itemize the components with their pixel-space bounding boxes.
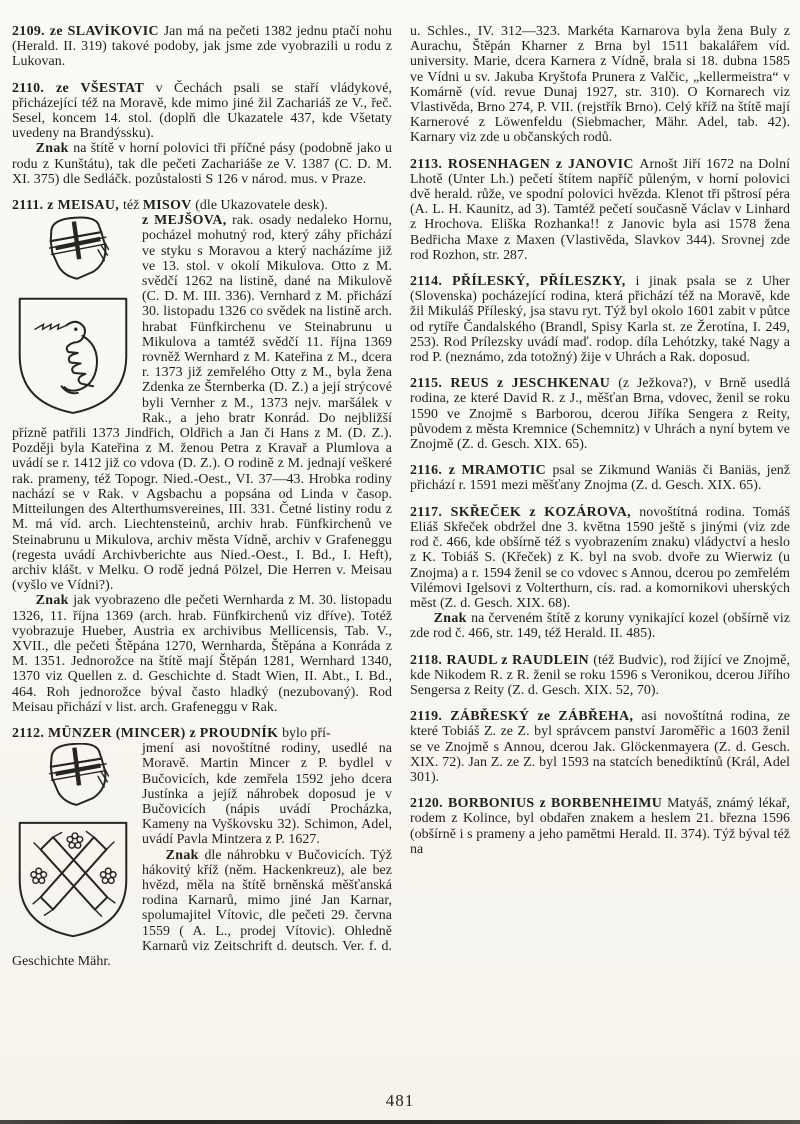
entry-heading-text: 2109. ze SLAVÍKOVIC	[12, 24, 164, 39]
paragraph	[12, 198, 392, 213]
body-text: (z Ježkova?), v Brně usedlá rodina, ze které David R. z J., měšťan Brna, vdovec, ženil se roku 1590 ve Znojmě s Barborou, dcerou Jiříka Sengera z Reity, původem z města Kremnice (Schemnitz) v Uhrách a nyní bytem ve Znojmě (Z. d. Gesch. XIX. 65).	[410, 376, 790, 453]
entry-2115	[410, 376, 790, 452]
paragraph	[410, 611, 790, 641]
entry-heading-text: 2113. ROSENHAGEN z JANOVIC	[410, 156, 640, 172]
body-text: jak vyobrazeno dle pečeti Wernharda z M. 30. listopadu 1326, 11. října 1369 (arch. hrab. Fünfkirchenů viz dříve). Totéž vyobrazuje Hueber, Austria ex archivibus Mellicensis, Tab. V., XVII., dle pečeti Štěpána 1270, Wernharda, Štěpána a Konráda z M. 1351. Jednorožce na štítě mají Štěpán 1281, Wernhard 1340, 1370 viz Quellen z. d. Geschichte d. Stadt Wien, II. Abt., I. Bd., 464. Roh jednorožce býval často hladký (nezubovaný). Rod Meisau přichází v list. arch. Grafeneggu v Rak.	[12, 593, 392, 715]
right-column	[410, 24, 790, 1066]
entry-heading-text: 2117. SKŘEČEK z KOZÁROVA,	[410, 504, 640, 520]
entry-2117	[410, 505, 790, 642]
entry-continuation	[410, 24, 790, 146]
paragraph	[12, 726, 392, 741]
entry-heading-text: Znak	[165, 847, 205, 863]
body-text: bylo pří-	[282, 725, 331, 741]
entry-2114	[410, 274, 790, 365]
paragraph	[410, 24, 790, 146]
body-text: na štítě v horní polovici tři příčné pásy (podobně jako u rodu z Kunštátu), tak dle pečeti Zachariáše ze V. 1387 (C. D. M. XI. 375) dle Sedláčk. pozůstalosti S 126 v národ. mus. v Praze.	[12, 141, 392, 187]
body-text: jmení asi novoštítné rodiny, usedlé na Moravě. Martin Mincer z P. bydlel v Bučovicích, kde zemřela 1592 jeho dcera Justínka a jejíž náhrobek doposud je v Bučovicích (nápis uvádí Procházka, Kameny na Vyškovsku 32). Schimon, Adel, uvádí Pavla Mintzera z P. 1627.	[142, 741, 392, 848]
entry-2110	[12, 81, 392, 187]
paragraph	[410, 505, 790, 611]
paragraph	[410, 157, 790, 263]
text-columns	[12, 24, 790, 1066]
paragraph	[12, 24, 392, 70]
entry-heading-text: 2114. PŘÍLESKÝ, PŘÍLESZKY,	[410, 274, 636, 290]
entry-heading-text: 2115. REUS z JESCHKENAU	[410, 376, 619, 392]
paragraph	[12, 141, 392, 187]
coat-of-arms-meisau	[14, 215, 132, 417]
body-text: psal se Zikmund Waniäs či Baniäs, jenž přichází r. 1591 mezi měšťany Znojma (Z. d. Gesch. XIX. 65).	[410, 463, 790, 494]
left-column	[12, 24, 392, 1066]
body-text: Arnošt Jiří 1672 na Dolní Lhotě (Unter Lh.) pečetí štítem napříč půleným, v horní polovici dvě herald. růže, ve spodní polovici hvězda. Klenot tři pštrosí péra (A. L. H. Kaunitz, ad 3). Tamtéž pečetí současně Václav v Linhard z Hrochova. Eliška Rozhanka!! z Janovic byla asi 1578 žena Bedřicha Maxe z Maxen (Vlastivěda, Slavkov 344). Srovnej zde rod Rozhon, str. 287.	[410, 156, 790, 263]
paragraph	[410, 653, 790, 699]
entry-2119	[410, 709, 790, 785]
entry-2118	[410, 653, 790, 699]
entry-2112	[12, 726, 392, 969]
coat-of-arms-munzer	[14, 743, 132, 939]
paragraph	[410, 376, 790, 452]
body-text: Jan má na pečeti 1382 jednu ptačí nohu (Herald. II. 319) takové podoby, jak jsme zde vyobrazili u rodu z Lukovan.	[12, 24, 392, 70]
body-text: dle náhrobku v Bučovicích. Týž hákovitý kříž (něm. Hackenkreuz), ale bez hvězd, měla na štítě brněnská měšťanská rodina Karnarů, mimo jiné Jan Karnar, spolumajitel Vítovic, dle pečeti 29. června 1559 ( A. L., prodej Vítovic). Ohledně Karnarů viz Zeitschrift d. deutsch. Ver. f. d. Geschichte Mähr.	[12, 847, 392, 969]
body-text: i jinak psala se z Uher (Slovenska) pocházející rodina, která přichází též na Moravě, kde žil Mikuláš Příleský, jsa stavu ryt. Týž byl okolo 1601 zabit v půtce od rytíře Čandalského (Brandl, Spisy Karla st. ze Žerotína, I. 249, 253). Rod Prílezsky uvádí maď. rodop. díla Lehótzky, také Nagy a rod P. (neznámo, zda totožný) žije v Uhrách a Rak. doposud.	[410, 274, 790, 366]
body-text: asi novoštítná rodina, ze které Tobiáš Z. ze Z. byl správcem panství Jaroměřic a 1603 ženil se ve Znojmě s Annou, dcerou Jak. Glöckenmayera (Z. d. Gesch. XIX. 72). Jan Z. ze Z. byl 1593 na statcích benediktínů (Král, Adel 301).	[410, 709, 790, 785]
body-text: (též Budvic), rod žijící ve Znojmě, kde Nikodem R. z R. ženil se roku 1596 s Veronikou, dcerou Jiřího Sengersa z Reity (Z. d. Gesch. XIX. 52, 70).	[410, 652, 790, 698]
paragraph	[410, 274, 790, 365]
body-text: (dle Ukazovatele desk).	[195, 198, 328, 214]
meisau-arms-svg	[14, 215, 132, 417]
entry-heading-text: 2116. z MRAMOTIC	[410, 463, 553, 479]
entry-2109	[12, 24, 392, 70]
paragraph	[410, 796, 790, 857]
entry-2120	[410, 796, 790, 857]
paragraph	[410, 463, 790, 493]
munzer-arms-svg	[14, 743, 132, 939]
entry-heading-text: 2112. MÜNZER (MINCER) z PROUDNÍK	[12, 725, 283, 741]
body-text: též	[122, 198, 143, 214]
body-text: na červeném štítě z koruny vynikající kozel (obšírně viz zde rod č. 466, str. 149, též Herald. II. 485).	[410, 611, 790, 642]
body-text: rak. osady nedaleko Hornu, pocházel mohutný rod, který záhy přichází ve styku s Moravou a který nacházíme již ve 13. stol. v okolí Mikulova. Otto z M. svědčí 1262 na listině, dané na Mikulově (C. D. M. III. 336). Vernhard z M. přichází 30. listopadu 1326 co svědek na listině arch. hrabat Fünfkirchenu ve Steinabrunu u Mikulova a tamtéž svědčí 11. října 1369 rovněž Wernhard z M. Kateřina z M., dcera r. 1373 již zemřelého Otty z M., byla žena Zdenka ze Šternberka (D. Z.) a její strýcové byli Vernher z M., 1373 nejv. maršálek v Rak., a jeho bratr Konrád. Do nejbližší přízně patřili 1373 Jindřich, Oldřich a Jan či Hans z M. (D. Z.). Později byla Kateřina z M. ženou Petra z Kravař a Plumlova a uvádí se r. 1412 již co vdova (D. Z.). O rodině z M. jednají veškeré rak. prameny, též Topogr. Nied.-Oest., VI. 37—43. Hrobka rodiny nachází se v Rak. v Agsbachu a popsána od Linda v časop. Mitteilungen des Alterthumsvereines, III. 331. Četné listiny rodu z M. má víd. arch. Liechtensteinů, archiv hrab. Fünfkirchenů ve Steinabrunu u Mikulova, archiv města Vídně, archiv v Grafeneggu (regesta uvádí Archivberichte aus Nied.-Oest., I. Bd., I. Heft), archiv klášt. v Melku. O rodě jedná Pölzel, Die Herren v. Meisau (vyšlo ve Vídni?).	[12, 213, 392, 594]
body-text: Matyáš, známý lékař, rodem z Kolince, byl obdařen znakem a heslem 21. března 1596 (obšírně i s prameny a jeho pamětmi Herald. II. 374). Týž býval též na	[410, 796, 790, 857]
entry-2116	[410, 463, 790, 493]
entry-heading-text: Znak	[35, 593, 74, 609]
entry-heading-text: 2119. ZÁBŘESKÝ ze ZÁBŘEHA,	[410, 709, 642, 725]
paragraph	[12, 81, 392, 142]
scan-edge-artifact	[0, 1120, 800, 1124]
entry-heading-text: Znak	[433, 611, 472, 627]
body-text: v Čechách psali se staří vládykové, přicházející též na Moravě, kde mimo jiné žil Zachariáš ze V., řeč. Sesel, koncem 14. stol. (doplň dle Ukazatele 437, kde Všetaty uvedeny na Brandýssku).	[12, 80, 392, 142]
entry-heading-text: 2118. RAUDL z RAUDLEIN	[410, 652, 594, 668]
entry-2111	[12, 198, 392, 715]
entry-heading-text: 2111. z MEISAU,	[12, 198, 123, 214]
entry-heading-text: 2120. BORBONIUS z BORBENHEIMU	[410, 796, 668, 812]
entry-heading-text: MISOV	[142, 198, 196, 214]
page-number: 481	[385, 1091, 415, 1110]
entry-heading-text: z MEJŠOVA,	[142, 213, 233, 229]
body-text: u. Schles., IV. 312—323. Markéta Karnarova byla žena Buly z Aurachu, Štěpán Kharner z Brna byl 1511 bakalářem víd. university. Marie, dcera Karnera z Vídně, brala si 18. dubna 1585 ve Vídni u sv. Jakuba Kryštofa Prunera z Valčic, „kellermeistra“ v Komárně (víd. revue Dunaj 1927, str. 310). O Kornarech viz Vlastivěda, Brno 274, P. VII. (rejstřík Brno). Celý kříž na štítě mají Karnerové z Löwenfeldu (Siebmacher, Mähr. Adel, tab. 42). Karnary viz zde u občanských rodů.	[410, 24, 790, 146]
body-text: novoštítná rodina. Tomáš Eliáš Skřeček obdržel dne 3. května 1590 ještě s jinými (viz zde rod č. 466, kde obšírně též s vyobrazením znaku) vládyctví a heslo z K. Tobiáš S. (Křeček) z K. byl na svob. dvoře zu Wierwiz (u Znojma) a r. 1594 ženil se co vdovec s Annou, dcerou po zemřelém Vilémovi Igelsovi z Volterthurn, cís. rad. a komornikovi uherských měst (Z. d. Gesch. XIX. 68).	[410, 504, 790, 611]
entry-heading-text: Znak	[35, 141, 74, 157]
entry-heading-text: 2110. ze VŠESTAT	[12, 80, 156, 96]
entry-2113	[410, 157, 790, 263]
paragraph	[12, 593, 392, 715]
paragraph	[410, 709, 790, 785]
